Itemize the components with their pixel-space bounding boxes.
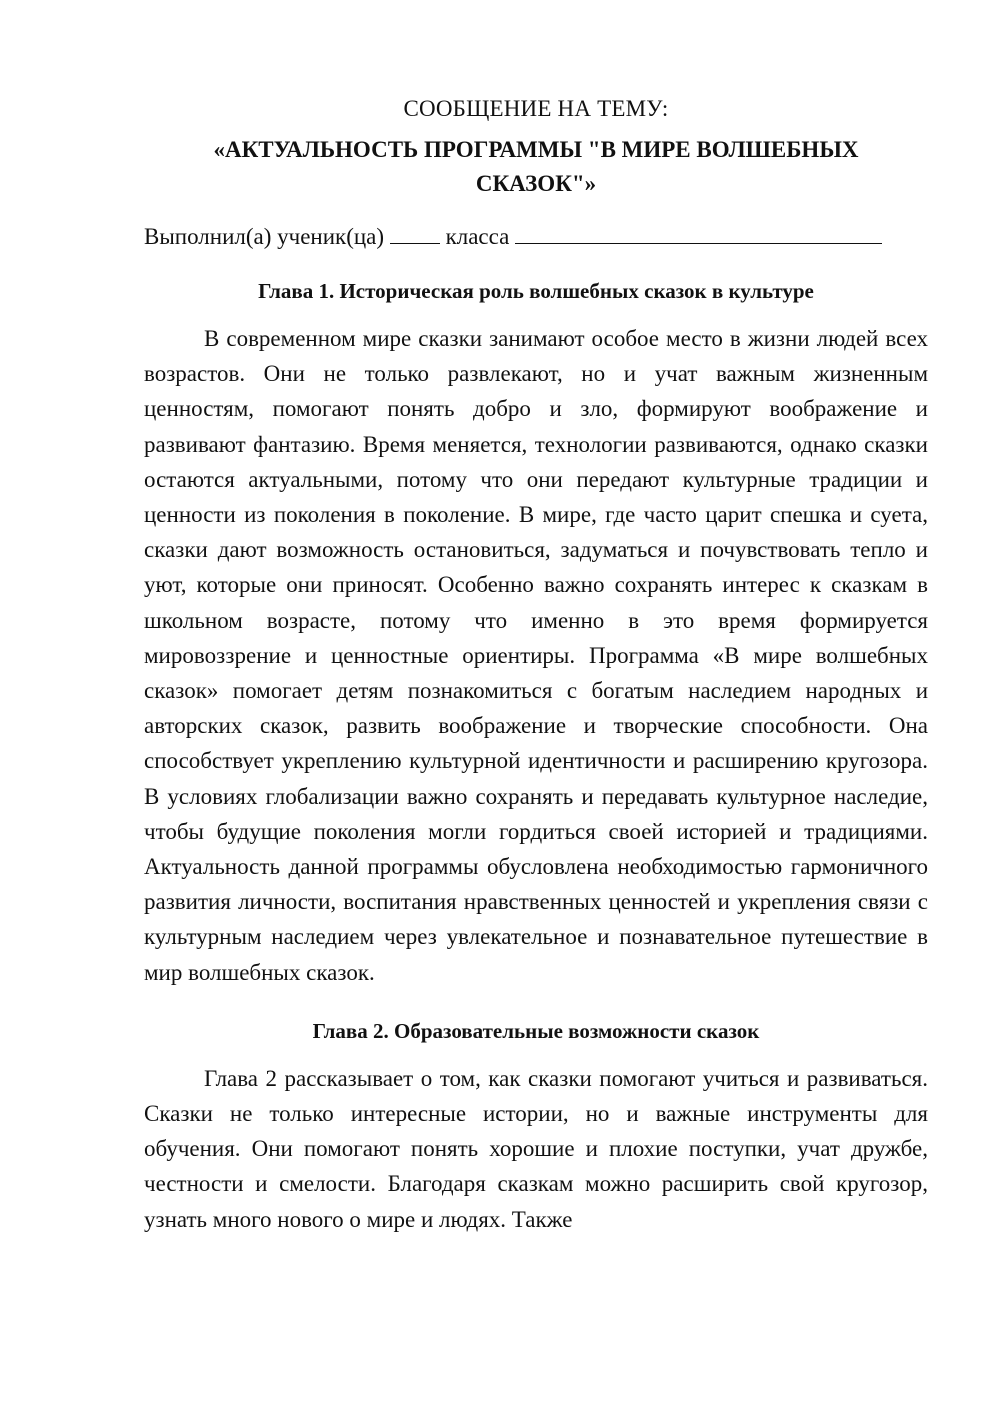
chapter-1-paragraph: В современном мире сказки занимают особое место в жизни людей всех возрастов. Они не только развлекают, но и учат важным жизненным ценностям, помогают понять добро и зло, формируют воображение и развивают фантазию. Время меняется, технологии развиваются, однако сказки остаются актуальными, потому что они передают культурные традиции и ценности из поколения в поколение. В мире, где часто царит спешка и суета, сказки дают возможность остановиться, задуматься и почувствовать тепло и уют, которые они приносят. Особенно важно сохранять интерес к сказкам в школьном возрасте, потому что именно в это время формируется мировоззрение и ценностные ориентиры. Программа «В мире волшебных сказок» помогает детям познакомиться с богатым наследием народных и авторских сказок, развить воображение и творческие способности. Она способствует укреплению культурной идентичности и расширению кругозора. В условиях глобализации важно сохранять и передавать культурное наследие, чтобы будущие поколения могли гордиться своей историей и традициями. Актуальность данной программы обусловлена необходимостью гармоничного развития личности, воспитания нравственных ценностей и укрепления связи с культурным наследием через увлекательное и познавательное путешествие в мир волшебных сказок. xyxy=(144,326,928,985)
author-line xyxy=(144,220,928,254)
document-content xyxy=(144,92,928,1237)
chapter-1-title: Глава 1. Историческая роль волшебных сказок в культуре xyxy=(258,279,814,303)
chapter-2-paragraph: Глава 2 рассказывает о том, как сказки помогают учиться и развиваться. Сказки не только интересные истории, но и важные инструменты для обучения. Они помогают понять хорошие и плохие поступки, учат дружбе, честности и смелости. Благодаря сказкам можно расширить свой кругозор, узнать много нового о мире и людях. Также xyxy=(144,1065,928,1232)
report-title-line-2: СКАЗОК"» xyxy=(475,171,597,196)
report-title-line-1: «АКТУАЛЬНОСТЬ ПРОГРАММЫ "В МИРЕ ВОЛШЕБНЫХ xyxy=(213,137,859,162)
report-label: СООБЩЕНИЕ НА ТЕМУ: xyxy=(403,96,669,121)
class-blank xyxy=(390,223,440,244)
author-middle: класса xyxy=(445,224,510,249)
chapter-2-title: Глава 2. Образовательные возможности сказок xyxy=(312,1018,760,1043)
name-blank xyxy=(515,223,882,244)
report-title xyxy=(144,133,928,201)
author-prefix: Выполнил(а) ученик(ца) xyxy=(144,224,385,249)
